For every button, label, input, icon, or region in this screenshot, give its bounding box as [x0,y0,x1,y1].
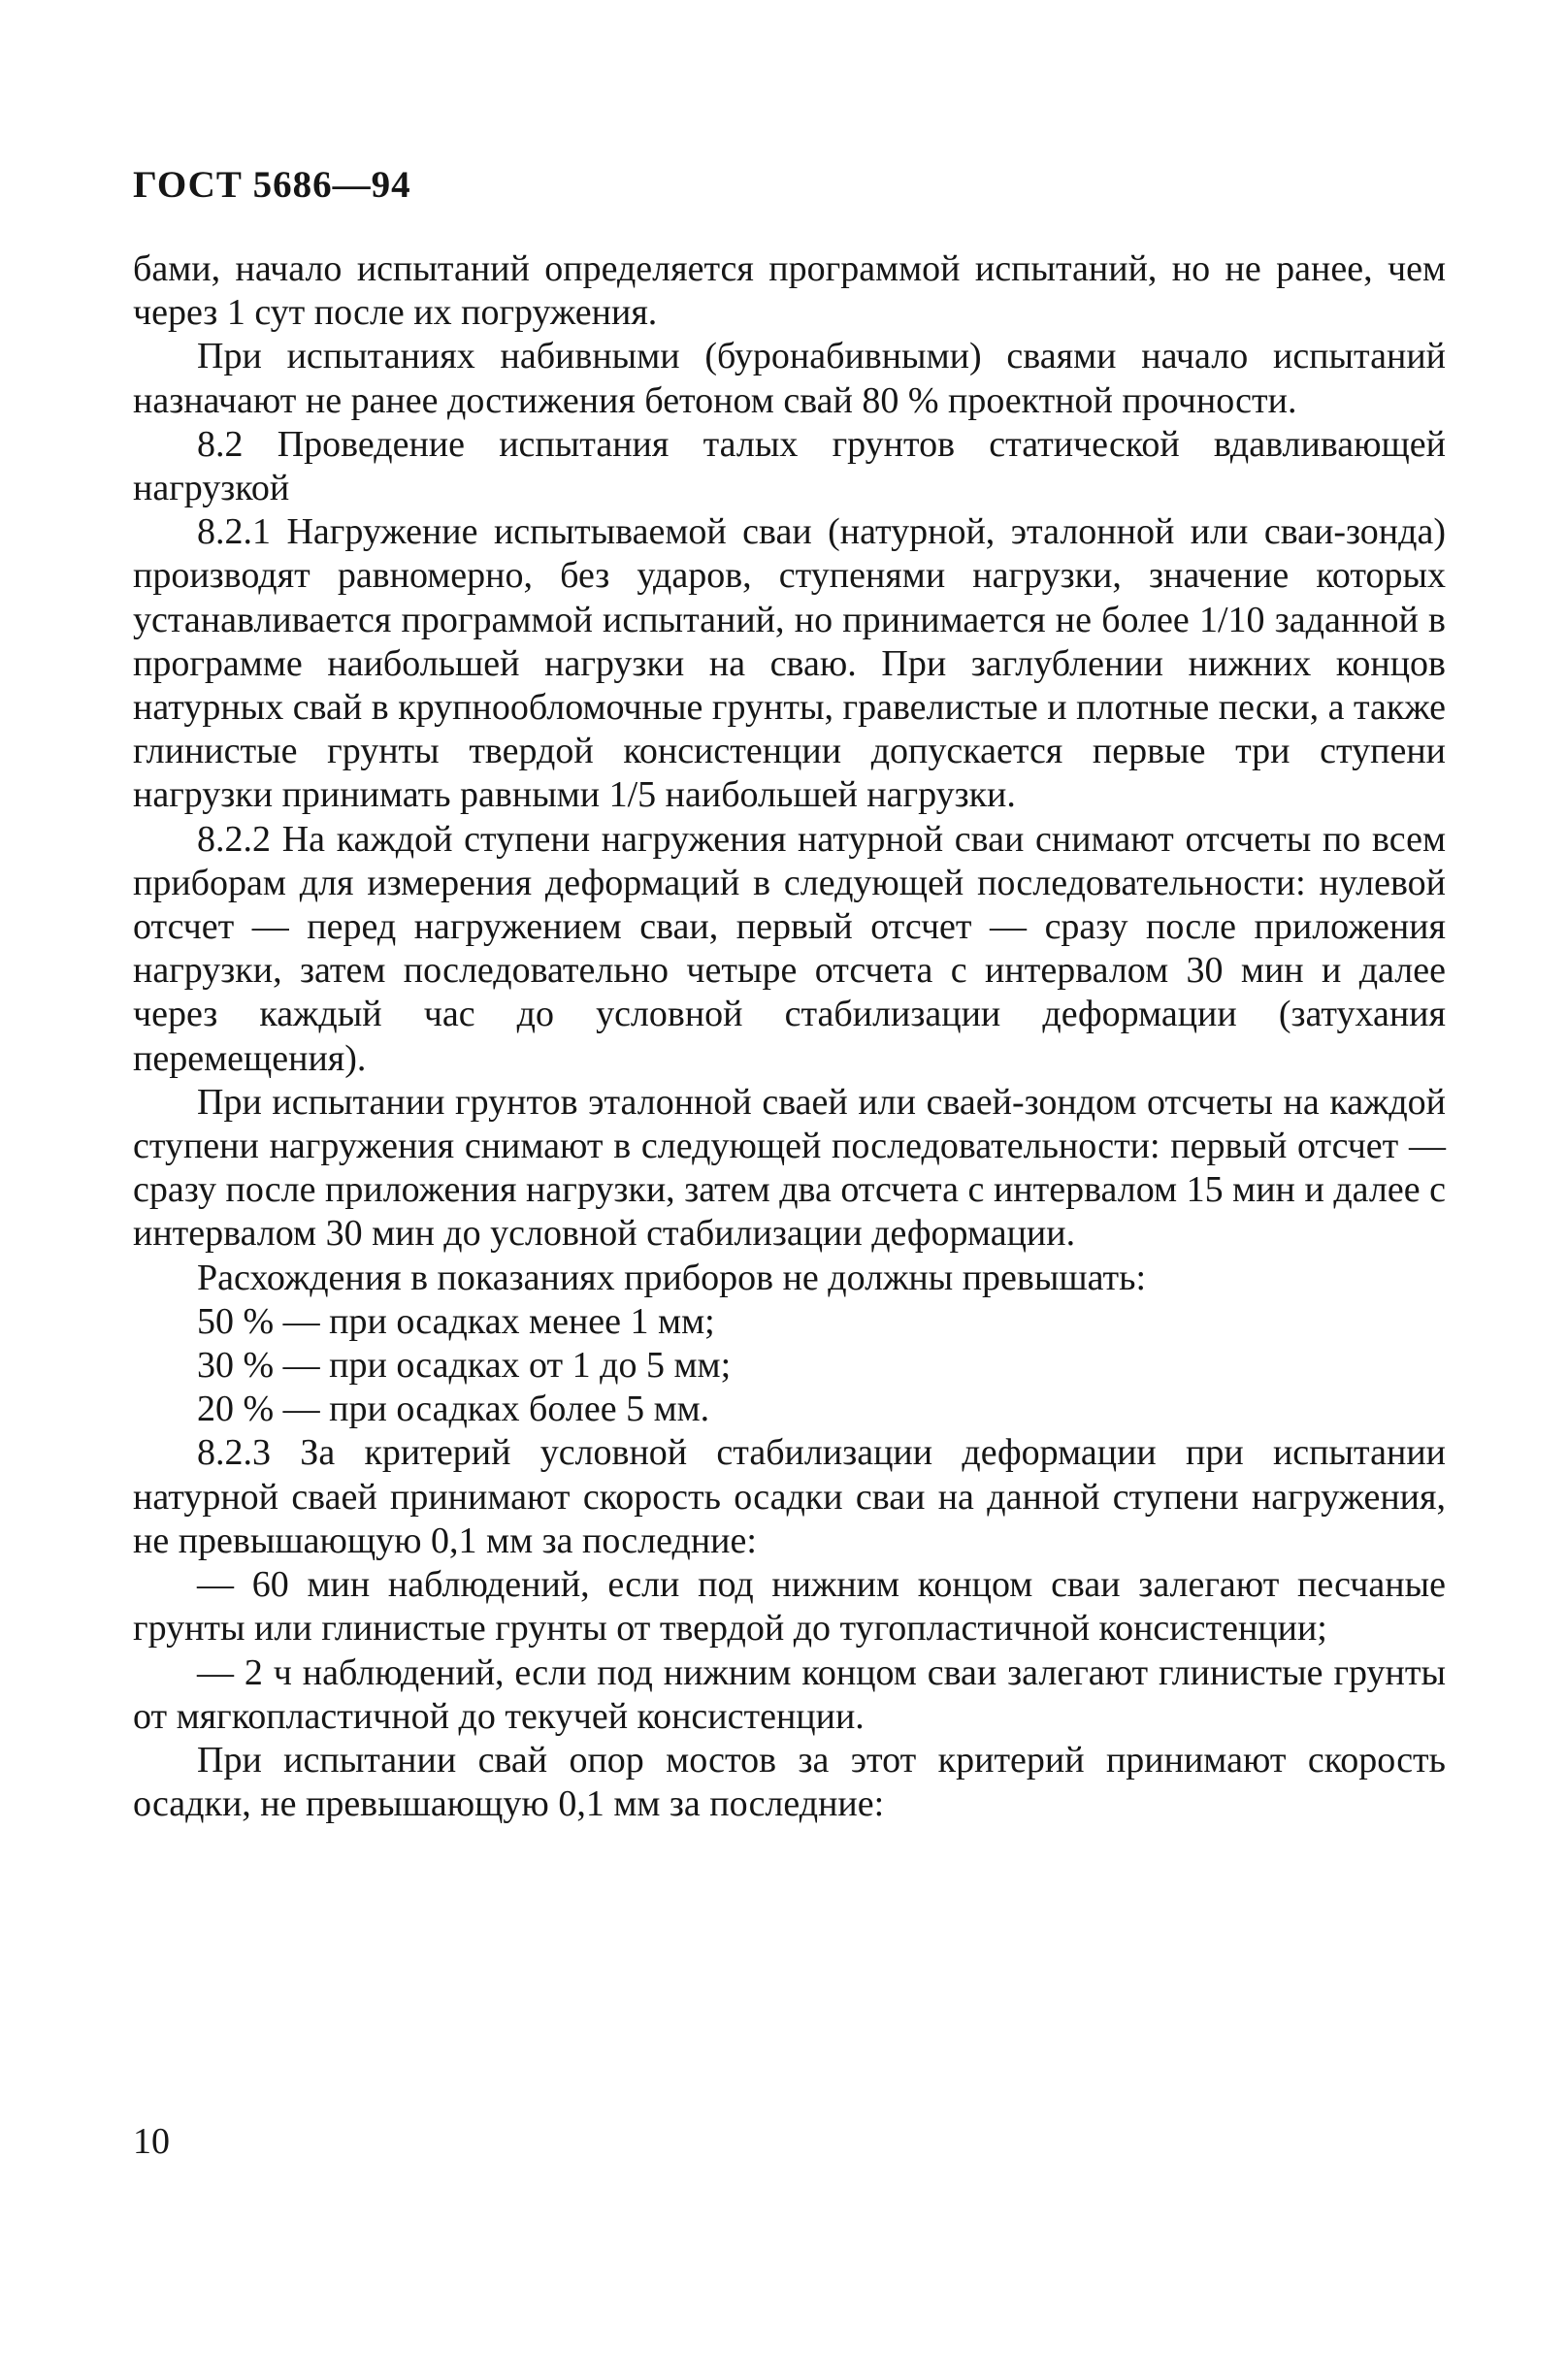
criterion-2-h: — 2 ч наблюдений, если под нижним концом сваи залегают глинистые грунты от мягкопластичной до текучей консистенции. [133,1651,1446,1737]
list-item: 20 % — при осадках более 5 мм. [197,1389,710,1430]
list-item: 50 % — при осадках менее 1 мм; [197,1300,715,1342]
paragraph-bridge-piles: При испытании свай опор мостов за этот критерий принимают скорость осадки, не превышающую 0,1 мм за последние: [133,1739,1446,1825]
section-heading-8-2: 8.2 Проведение испытания талых грунтов статической вдавливающей нагрузкой [133,423,1446,509]
document-header: ГОСТ 5686—94 [133,164,411,206]
criterion-60-min: — 60 мин наблюдений, если под нижним концом сваи залегают песчаные грунты или глинистые грунты от твердой до тугопластичной консистенции; [133,1564,1446,1650]
clause-8-2-2: 8.2.2 На каждой ступени нагружения натурной сваи снимают отсчеты по всем приборам для измерения деформаций в следующей последовательности: нулевой отсчет — перед нагружением сваи, первый отсчет — сразу после приложения нагрузки, затем последовательно четыре отсчета с интервалом 30 мин и далее через каждый час до условной стабилизации деформации (затухания перемещения). [133,818,1446,1079]
paragraph-continuation: бами, начало испытаний определяется программой испытаний, но не ранее, чем через 1 сут после их погружения. [133,248,1446,334]
document-body [133,247,1446,1826]
page-number: 10 [133,2121,170,2162]
clause-8-2-3: 8.2.3 За критерий условной стабилизации деформации при испытании натурной сваей принимают скорость осадки сваи на данной ступени нагружения, не превышающую 0,1 мм за последние: [133,1432,1446,1561]
paragraph-bored-piles: При испытаниях набивными (буронабивными) сваями начало испытаний назначают не ранее достижения бетоном свай 80 % проектной прочности. [133,336,1446,421]
clause-8-2-1: 8.2.1 Нагружение испытываемой сваи (натурной, эталонной или сваи-зонда) производят равномерно, без ударов, ступенями нагрузки, значение которых устанавливается программой испытаний, но принимается не более 1/10 заданной в программе наибольшей нагрузки на сваю. При заглублении нижних концов натурных свай в крупнообломочные грунты, гравелистые и плотные пески, а также глинистые грунты твердой консистенции допускается первые три ступени нагрузки принимать равными 1/5 наибольшей нагрузки. [133,511,1446,816]
paragraph-discrepancy: Расхождения в показаниях приборов не должны превышать: [197,1257,1147,1298]
paragraph-reference-pile: При испытании грунтов эталонной сваей или сваей-зондом отсчеты на каждой ступени нагружения снимают в следующей последовательности: первый отсчет — сразу после приложения нагрузки, затем два отсчета с интервалом 15 мин и далее с интервалом 30 мин до условной стабилизации деформации. [133,1081,1446,1255]
list-item: 30 % — при осадках от 1 до 5 мм; [197,1345,732,1387]
